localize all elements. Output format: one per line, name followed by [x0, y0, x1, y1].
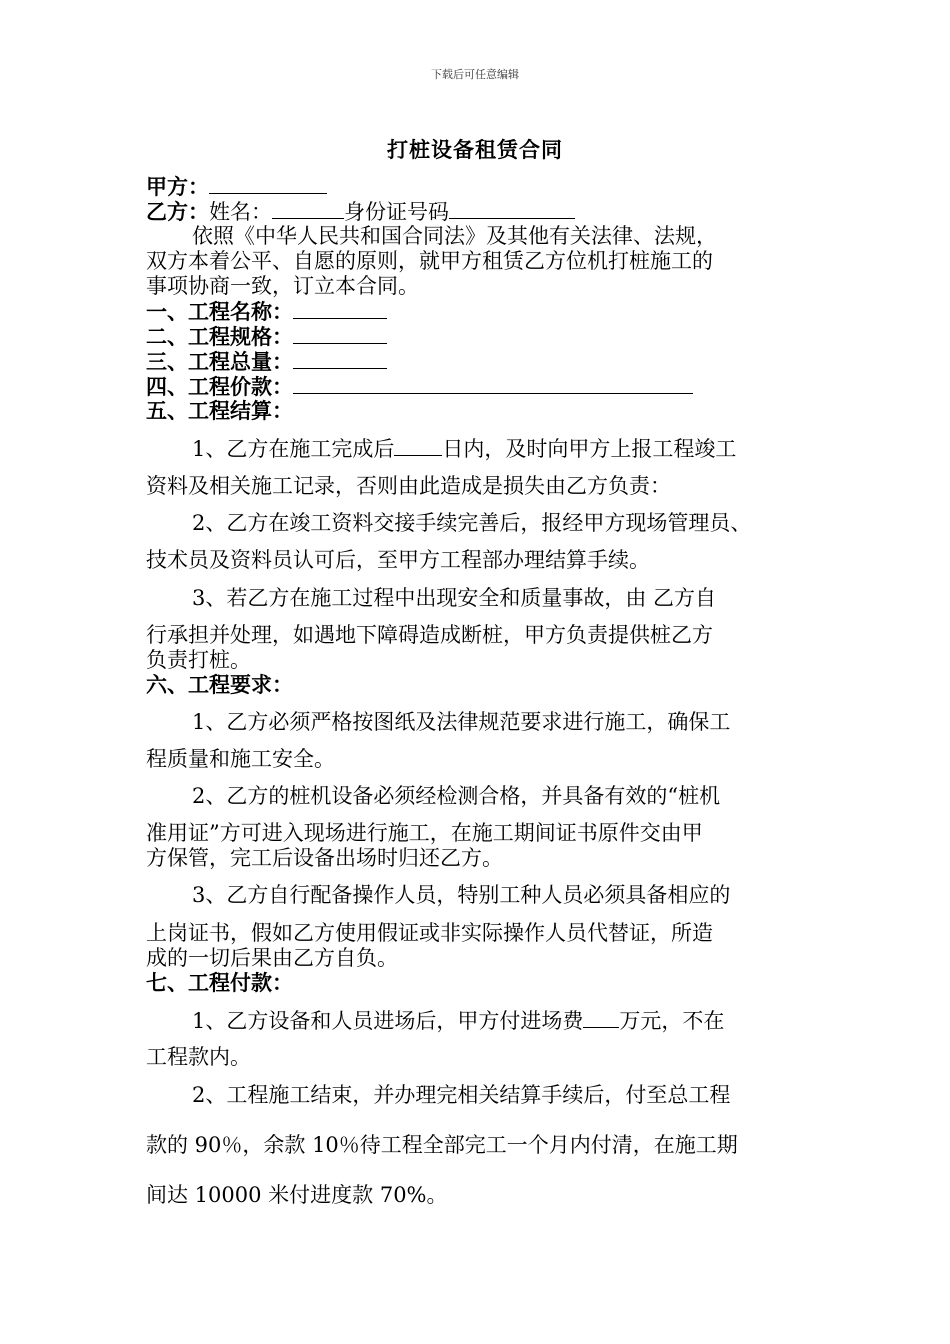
party-a-blank [209, 174, 327, 194]
party-a-line [146, 174, 327, 199]
requirements-p2-line-1: 2、乙方的桩机设备必须经检测合格，并具备有效的“桩机 [192, 784, 721, 808]
requirements-p3-line-1: 3、乙方自行配备操作人员，特别工种人员必须具备相应的 [192, 883, 731, 907]
party-b-id-label: 身份证号码 [344, 200, 449, 224]
settlement-p1-text-a: 1、乙方在施工完成后 [192, 437, 395, 461]
intro-line-3: 事项协商一致，订立本合同。 [146, 274, 419, 298]
requirements-p1-line-1: 1、乙方必须严格按图纸及法律规范要求进行施工，确保工 [192, 710, 731, 734]
payment-p1-line-1 [192, 1008, 724, 1033]
settlement-p3-line-2: 行承担并处理，如遇地下障碍造成断桩，甲方负责提供桩乙方 [146, 623, 713, 647]
settlement-p3-line-3: 负责打桩。 [146, 648, 251, 672]
section-4-line [146, 374, 693, 399]
party-b-name-blank [272, 199, 344, 219]
section-1-blank [293, 299, 387, 319]
settlement-p1-line-2: 资料及相关施工记录，否则由此造成是损失由乙方负责： [146, 474, 671, 498]
party-b-line [146, 199, 575, 224]
payment-p1-text-a: 1、乙方设备和人员进场后，甲方付进场费 [192, 1009, 584, 1033]
requirements-p3-line-3: 成的一切后果由乙方自负。 [146, 946, 398, 970]
section-5-heading: 五、工程结算： [146, 398, 293, 423]
section-7-heading: 七、工程付款： [146, 970, 293, 995]
settlement-p2-line-2: 技术员及资料员认可后，至甲方工程部办理结算手续。 [146, 548, 650, 572]
payment-p1-line-2: 工程款内。 [146, 1045, 251, 1069]
payment-p2-line-2: 款的 90％，余款 10％待工程全部完工一个月内付清，在施工期 [146, 1133, 738, 1157]
party-b-label: 乙方： [146, 199, 209, 224]
payment-p2-line-1: 2、工程施工结束，并办理完相关结算手续后，付至总工程 [192, 1083, 731, 1107]
settlement-p2-line-1: 2、乙方在竣工资料交接手续完善后，报经甲方现场管理员、 [192, 511, 752, 535]
document-title: 打桩设备租赁合同 [387, 137, 563, 162]
payment-p2-line-3: 间达 10000 米付进度款 70%。 [146, 1183, 448, 1207]
party-b-name-label: 姓名： [209, 200, 272, 224]
party-b-id-blank [449, 199, 575, 219]
section-2-blank [293, 324, 387, 344]
payment-p1-text-b: 万元，不在 [619, 1009, 725, 1033]
header-note: 下载后可任意编辑 [431, 68, 519, 81]
intro-line-2: 双方本着公平、自愿的原则，就甲方租赁乙方位机打桩施工的 [146, 249, 713, 273]
settlement-days-blank [394, 436, 442, 456]
section-4-heading: 四、工程价款： [146, 374, 293, 399]
requirements-p3-line-2: 上岗证书，假如乙方使用假证或非实际操作人员代替证，所造 [146, 921, 713, 945]
section-1-heading: 一、工程名称： [146, 299, 293, 324]
requirements-p2-line-2: 准用证”方可进入现场进行施工，在施工期间证书原件交由甲 [146, 821, 703, 845]
section-1-line [146, 299, 387, 324]
intro-line-1: 依照《中华人民共和国合同法》及其他有关法律、法规， [192, 224, 717, 248]
section-4-blank [293, 374, 693, 394]
party-a-label: 甲方： [146, 174, 209, 199]
section-2-line [146, 324, 387, 349]
section-3-heading: 三、工程总量： [146, 349, 293, 374]
settlement-p1-line-1 [192, 436, 736, 461]
requirements-p2-line-3: 方保管，完工后设备出场时归还乙方。 [146, 846, 503, 870]
section-2-heading: 二、工程规格： [146, 324, 293, 349]
section-6-heading: 六、工程要求： [146, 672, 293, 697]
section-3-line [146, 349, 387, 374]
settlement-p3-line-1: 3、若乙方在施工过程中出现安全和质量事故，由 乙方自 [192, 586, 717, 610]
entry-fee-blank [583, 1008, 619, 1028]
requirements-p1-line-2: 程质量和施工安全。 [146, 747, 335, 771]
section-3-blank [293, 349, 387, 369]
settlement-p1-text-b: 日内，及时向甲方上报工程竣工 [442, 437, 737, 461]
